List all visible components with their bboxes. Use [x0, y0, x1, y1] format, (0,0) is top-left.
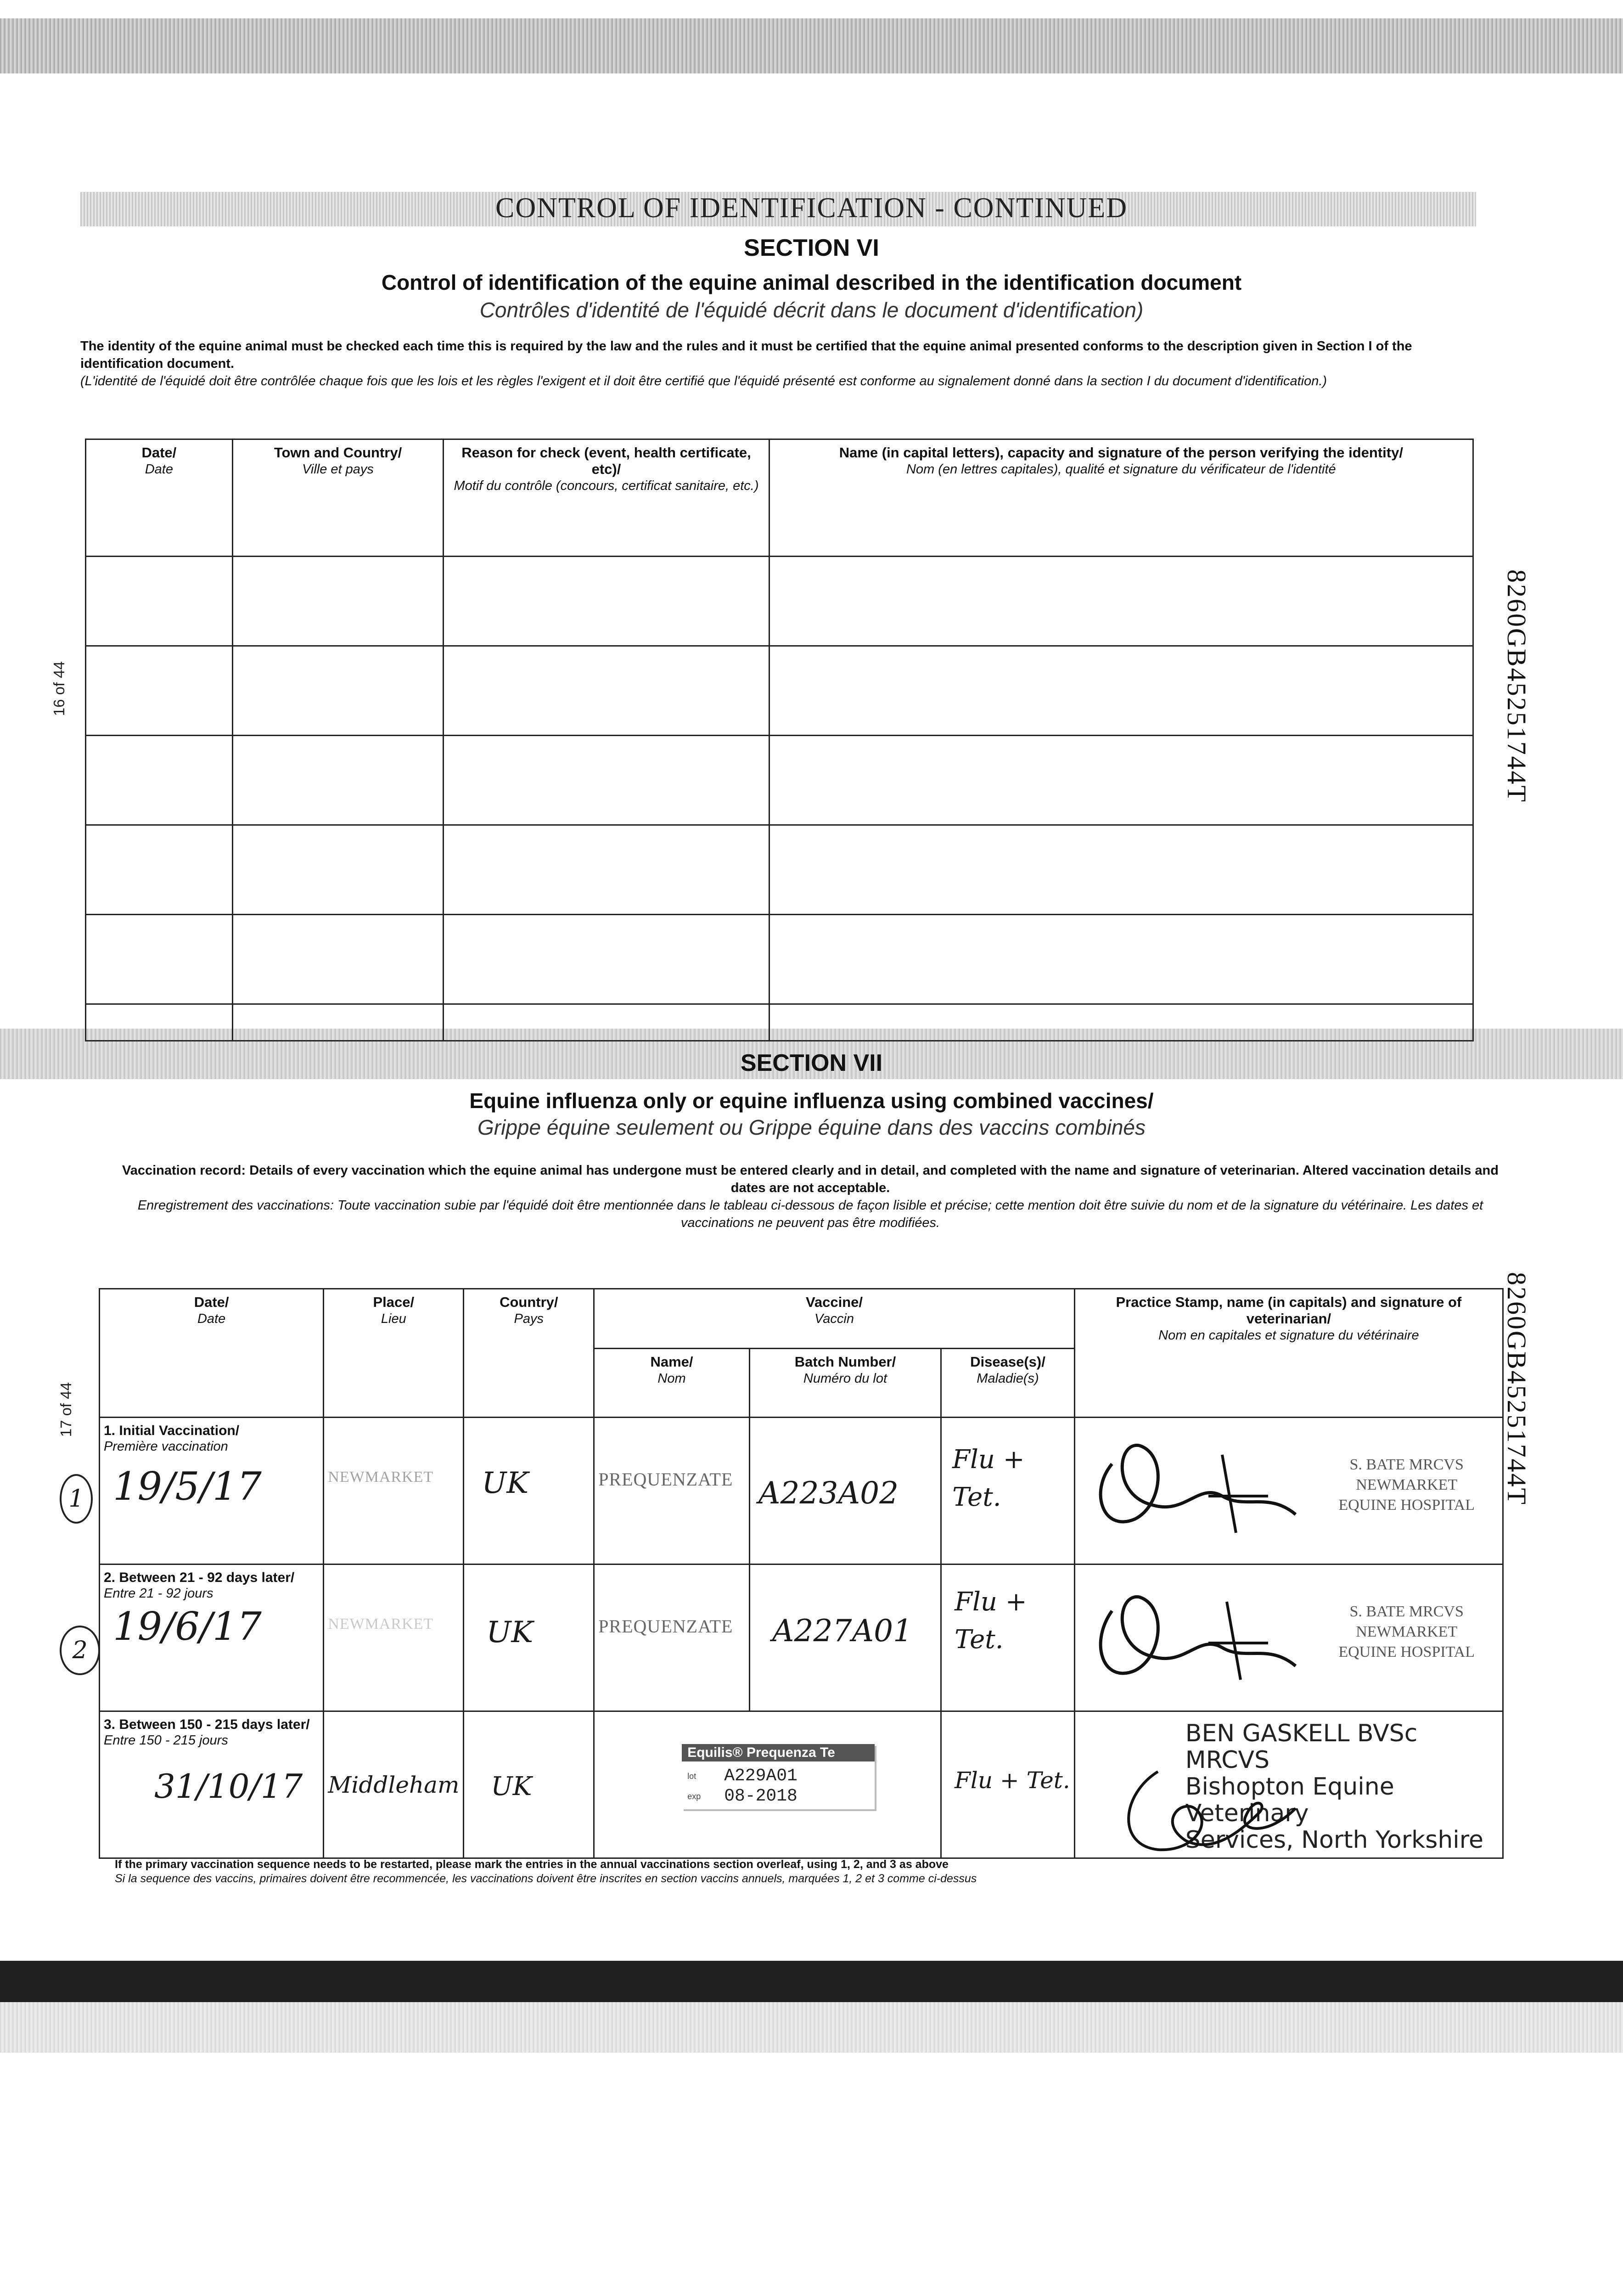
scan-band-top — [0, 18, 1623, 73]
margin-mark-2: 2 — [60, 1626, 100, 1675]
vacc-country: UK — [491, 1772, 532, 1801]
section-6-heading: Control of identification of the equine animal described in the identification document — [381, 270, 1242, 294]
cell[interactable] — [232, 915, 444, 1004]
col-disease: Disease(s)/ Maladie(s) — [941, 1349, 1075, 1418]
vaccination-row-3 — [100, 1711, 1503, 1858]
vacc-date-cell[interactable] — [100, 1711, 324, 1858]
scan-band-bottom — [0, 1961, 1623, 2002]
cell[interactable] — [232, 736, 444, 825]
vacc-country-cell[interactable] — [464, 1564, 594, 1711]
vacc-country-cell[interactable] — [464, 1711, 594, 1858]
vaccination-row-1 — [100, 1418, 1503, 1564]
cell[interactable] — [86, 915, 233, 1004]
col-batch-number: Batch Number/ Numéro du lot — [749, 1349, 941, 1418]
vacc-place-cell[interactable] — [324, 1418, 464, 1564]
vacc-batch-cell[interactable] — [749, 1564, 941, 1711]
vet-stamp-text: S. BATE MRCVS NEWMARKET EQUINE HOSPITAL — [1338, 1456, 1475, 1514]
vaccination-header-row-1 — [100, 1289, 1503, 1349]
vacc-name: PREQUENZATE — [598, 1469, 733, 1490]
vet-stamp-cell[interactable] — [1074, 1564, 1503, 1711]
cell[interactable] — [86, 825, 233, 915]
vacc-country: UK — [482, 1466, 529, 1500]
vacc-country: UK — [486, 1615, 534, 1649]
vacc-place: Middleham — [328, 1772, 460, 1798]
table-row — [86, 557, 1473, 646]
vaccine-batch-sticker — [682, 1744, 875, 1809]
cell[interactable] — [86, 736, 233, 825]
vacc-disease: Flu + Tet. — [952, 1445, 1025, 1512]
section-7-heading-fr: Grippe équine seulement ou Grippe équine dans des vaccins combinés — [477, 1115, 1146, 1139]
section-6-heading-fr: Contrôles d'identité de l'équidé décrit dans le document d'identification) — [479, 298, 1144, 322]
col-vet-stamp: Practice Stamp, name (in capitals) and signature of veterinarian/ Nom en capitales et signature du vétérinaire — [1074, 1289, 1503, 1418]
vacc-disease-cell[interactable] — [941, 1564, 1075, 1711]
row-label: 3. Between 150 - 215 days later/ Entre 150 - 215 jours — [104, 1717, 310, 1748]
cell[interactable] — [444, 646, 769, 736]
col-reason: Reason for check (event, health certificate, etc)/ Motif du contrôle (concours, certificat sanitaire, etc.) — [444, 439, 769, 557]
vet-stamp-text: BEN GASKELL BVSc MRCVS Bishopton Equine Veterinary Services, North Yorkshire — [1185, 1720, 1483, 1854]
cell[interactable] — [444, 557, 769, 646]
cell[interactable] — [769, 915, 1473, 1004]
section-7-record — [106, 1162, 1515, 1232]
scan-band-bottom-light — [0, 2002, 1623, 2053]
identity-check-header-row — [86, 439, 1473, 557]
cell[interactable] — [444, 1004, 769, 1041]
cell[interactable] — [86, 1004, 233, 1041]
identity-check-table — [85, 439, 1474, 1041]
cell[interactable] — [444, 825, 769, 915]
cell[interactable] — [232, 646, 444, 736]
vacc-disease: Flu + Tet. — [955, 1587, 1027, 1654]
cell[interactable] — [232, 1004, 444, 1041]
vacc-name-cell[interactable] — [594, 1564, 750, 1711]
section-7-title: SECTION VII — [740, 1050, 883, 1076]
section-6-title: SECTION VI — [744, 235, 879, 261]
page-number-17: 17 of 44 — [57, 1382, 74, 1437]
cell[interactable] — [444, 736, 769, 825]
vacc-batch: A227A01 — [772, 1613, 913, 1649]
table-row — [86, 646, 1473, 736]
vacc-batch: A223A02 — [758, 1475, 899, 1511]
vacc-disease-cell[interactable] — [941, 1711, 1075, 1858]
table-row — [86, 825, 1473, 915]
section-6-intro-en: The identity of the equine animal must be checked each time this is required by the law and the rules and it must be certified that the equine animal presented conforms to the description given in Section I of the identification document. — [80, 339, 1412, 371]
col-vacc-country: Country/ Pays — [464, 1289, 594, 1418]
footnote-fr: Si la sequence des vaccins, primaires doivent être recommencée, les vaccinations doivent être inscrites en section vaccins annuels, marquées 1, 2 et 3 comme ci-dessus — [115, 1872, 977, 1885]
table-row — [86, 915, 1473, 1004]
col-town-country: Town and Country/ Ville et pays — [232, 439, 444, 557]
section-7-record-fr: Enregistrement des vaccinations: Toute vaccination subie par l'équidé doit être mentionnée dans le tableau ci-dessous de façon lisible et précise; cette mention doit être suivie du nom et de la signature du vétérinaire. Les dates et vaccinations ne peuvent pas être modifiées. — [137, 1198, 1483, 1230]
vacc-name: PREQUENZATE — [598, 1616, 733, 1637]
sticker-name: Equilis® Prequenza Te — [682, 1744, 875, 1761]
col-vacc-date: Date/ Date — [100, 1289, 324, 1418]
vacc-name-cell[interactable] — [594, 1418, 750, 1564]
cell[interactable] — [769, 736, 1473, 825]
margin-mark-1: 1 — [60, 1474, 93, 1524]
cell[interactable] — [232, 825, 444, 915]
vet-stamp-cell[interactable] — [1074, 1418, 1503, 1564]
col-vaccine-name: Name/ Nom — [594, 1349, 750, 1418]
row-label: 2. Between 21 - 92 days later/ Entre 21 - 92 jours — [104, 1570, 295, 1601]
col-date: Date/ Date — [86, 439, 233, 557]
sticker-batch-prefixes: lot exp — [687, 1772, 701, 1801]
section-7-heading: Equine influenza only or equine influenza using combined vaccines/ — [469, 1089, 1154, 1113]
vacc-date: 31/10/17 — [154, 1767, 303, 1806]
footnote — [115, 1857, 1354, 1886]
passport-id-top: 8260GB45251744T — [1502, 569, 1532, 803]
vaccination-row-2 — [100, 1564, 1503, 1711]
vacc-disease-cell[interactable] — [941, 1418, 1075, 1564]
signature-icon — [1084, 1579, 1305, 1698]
cell[interactable] — [769, 1004, 1473, 1041]
cell[interactable] — [769, 557, 1473, 646]
cell[interactable] — [232, 557, 444, 646]
sticker-batch-block — [682, 1761, 875, 1809]
vet-stamp-text: S. BATE MRCVS NEWMARKET EQUINE HOSPITAL — [1338, 1603, 1475, 1660]
vacc-place-cell[interactable] — [324, 1564, 464, 1711]
page-header: CONTROL OF IDENTIFICATION - CONTINUED — [495, 192, 1128, 224]
section-6-intro — [80, 338, 1467, 390]
cell[interactable] — [86, 646, 233, 736]
vaccination-table — [99, 1288, 1504, 1859]
table-row — [86, 1004, 1473, 1041]
sticker-batch: A229A01 08-2018 — [724, 1766, 797, 1806]
vacc-date-cell[interactable] — [100, 1564, 324, 1711]
vacc-place: NEWMARKET — [328, 1469, 434, 1486]
signature-icon — [1103, 1753, 1323, 1859]
vet-stamp-cell[interactable] — [1074, 1711, 1503, 1858]
page-number-16: 16 of 44 — [51, 661, 67, 716]
vacc-label-cell[interactable] — [594, 1711, 941, 1858]
table-row — [86, 736, 1473, 825]
vacc-date: 19/6/17 — [113, 1604, 262, 1649]
passport-id-bottom: 8260GB45251744T — [1502, 1272, 1532, 1506]
signature-icon — [1084, 1427, 1305, 1547]
vacc-place-cell[interactable] — [324, 1711, 464, 1858]
vacc-date-cell[interactable] — [100, 1418, 324, 1564]
col-verifier: Name (in capital letters), capacity and signature of the person verifying the identity/ Nom (en lettres capitales), qualité et signature du vérificateur de l'identité — [769, 439, 1473, 557]
vacc-disease: Flu + Tet. — [955, 1767, 1070, 1794]
cell[interactable] — [444, 915, 769, 1004]
cell[interactable] — [86, 557, 233, 646]
cell[interactable] — [769, 825, 1473, 915]
col-vacc-place: Place/ Lieu — [324, 1289, 464, 1418]
vacc-place: NEWMARKET — [328, 1615, 434, 1632]
col-vaccine-group: Vaccine/ Vaccin — [594, 1289, 1075, 1349]
vacc-batch-cell[interactable] — [749, 1418, 941, 1564]
section-7-record-en: Vaccination record: Details of every vaccination which the equine animal has undergone must be entered clearly and in detail, and completed with the name and signature of veterinarian. Altered vaccination details and dates are not acceptable. — [122, 1163, 1499, 1195]
footnote-en: If the primary vaccination sequence needs to be restarted, please mark the entries in the annual vaccinations section overleaf, using 1, 2, and 3 as above — [115, 1858, 949, 1871]
vacc-country-cell[interactable] — [464, 1418, 594, 1564]
cell[interactable] — [769, 646, 1473, 736]
section-6-intro-fr: (L'identité de l'équidé doit être contrôlée chaque fois que les lois et les règles l'exigent et il doit être certifié que l'équidé présenté est conforme au signalement donné dans la section I du document d'identification.) — [80, 374, 1327, 388]
row-label: 1. Initial Vaccination/ Première vaccination — [104, 1423, 240, 1454]
vacc-date: 19/5/17 — [113, 1464, 262, 1509]
